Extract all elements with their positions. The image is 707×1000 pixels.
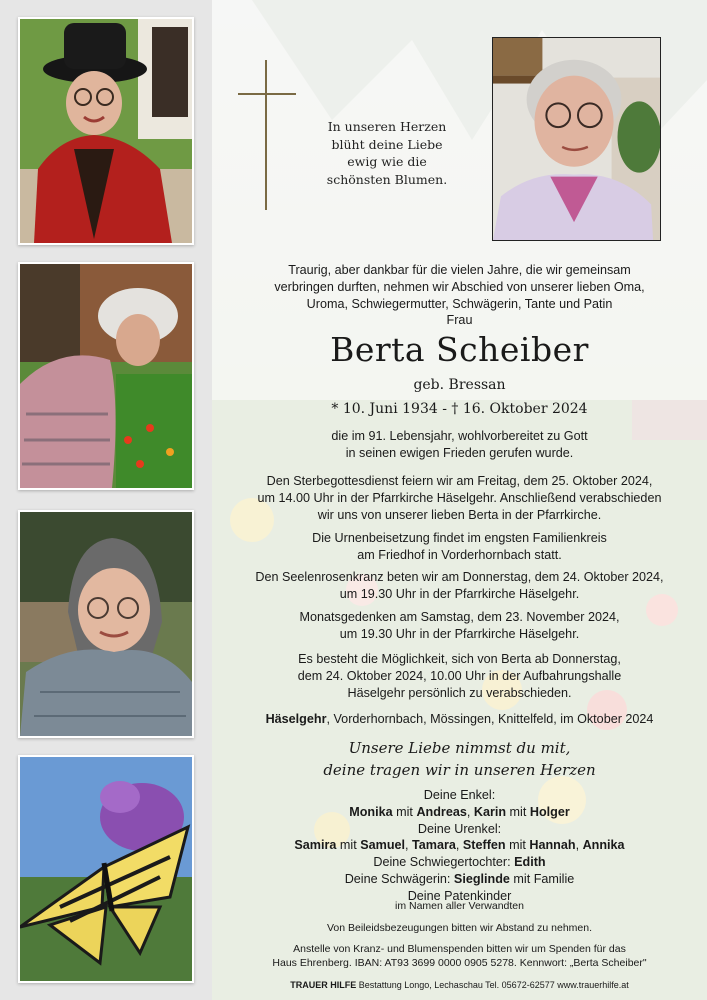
rosary-text: Den Seelenrosenkranz beten wir am Donnerstag, dem 24. Oktober 2024, um 19.30 Uhr in der Pfarrkirche Häselgehr. [255, 570, 664, 601]
photo-strip [0, 0, 212, 1000]
month-text: Monatsgedenken am Samstag, dem 23. November 2024, um 19.30 Uhr in der Pfarrkirche Häselgehr. [299, 610, 620, 641]
maiden-name: geb. Bressan [413, 377, 506, 393]
donation-text: Anstelle von Kranz- und Blumenspenden bitten wir um Spenden für das Haus Ehrenberg. IBAN: AT93 3699 0000 0905 5278. Kennwort: „Berta Scheiber" [272, 943, 647, 969]
relatives-note: im Namen aller Verwandten [395, 900, 524, 912]
deceased-name: Berta Scheiber [330, 330, 589, 369]
photo-woman-garden [18, 262, 194, 490]
place-date: Häselgehr, Vorderhornbach, Mössingen, Knittelfeld, im Oktober 2024 [265, 712, 654, 726]
service-text: Den Sterbegottesdienst feiern wir am Freitag, dem 25. Oktober 2024, um 14.00 Uhr in der Pfarrkirche Häselgehr. Anschließend verabschieden wir uns von unserer lieben Berta in der Pfarrkirche. [257, 474, 662, 522]
passing-text: die im 91. Lebensjahr, wohlvorbereitet zu Gott in seinen ewigen Frieden gerufen wurde. [331, 429, 588, 460]
obituary-panel [212, 0, 707, 1000]
urenkel-names: Samira mit Samuel, Tamara, Steffen mit Hannah, Annika [294, 838, 625, 853]
urn-text: Die Urnenbeisetzung findet im engsten Familienkreis am Friedhof in Vorderhornbach statt. [312, 531, 607, 562]
quote: Unsere Liebe nimmst du mit, deine tragen wir in unseren Herzen [323, 739, 596, 779]
life-dates: * 10. Juni 1934 - † 16. Oktober 2024 [331, 401, 588, 417]
photo-woman-headscarf [18, 510, 194, 738]
family-list: Deine Enkel: Monika mit Andreas, Karin mit Holger Deine Urenkel: Samira mit Samuel, Tamara, Steffen mit Hannah, Annika Deine Schwiegertochter: Edith Deine Schwägerin: Sieglinde mit Familie Deine Patenkinder [212, 787, 707, 905]
photo-butterfly-lilac [18, 755, 194, 983]
schwiegertochter: Deine Schwiegertochter: Edith [373, 855, 546, 870]
photo-woman-traditional-hat [18, 17, 194, 245]
cross-icon [238, 60, 296, 210]
footer: TRAUER HILFE Bestattung Longo, Lechaschau Tel. 05672-62577 www.trauerhilfe.at [290, 980, 629, 990]
enkel-names: Monika mit Andreas, Karin mit Holger [349, 804, 570, 819]
poem: In unseren Herzen blüht deine Liebe ewig wie die schönsten Blumen. [326, 119, 448, 187]
intro-text: Traurig, aber dankbar für die vielen Jahre, die wir gemeinsam verbringen durften, nehmen wir Abschied von unserer lieben Oma, Uroma, Schwiegermutter, Schwägerin, Tante und Patin Frau [274, 263, 645, 328]
portrait-photo [492, 37, 661, 241]
viewing-text: Es besteht die Möglichkeit, sich von Berta ab Donnerstag, dem 24. Oktober 2024, 10.00 Uhr in der Aufbahrungshalle Häselgehr persönlich zu verabschieden. [297, 652, 622, 700]
condolence-notice: Von Beileidsbezeugungen bitten wir Abstand zu nehmen. [326, 922, 593, 934]
schwaegerin: Deine Schwägerin: Sieglinde mit Familie [344, 871, 575, 886]
brand-logo: TRAUER HILFE [290, 980, 357, 990]
